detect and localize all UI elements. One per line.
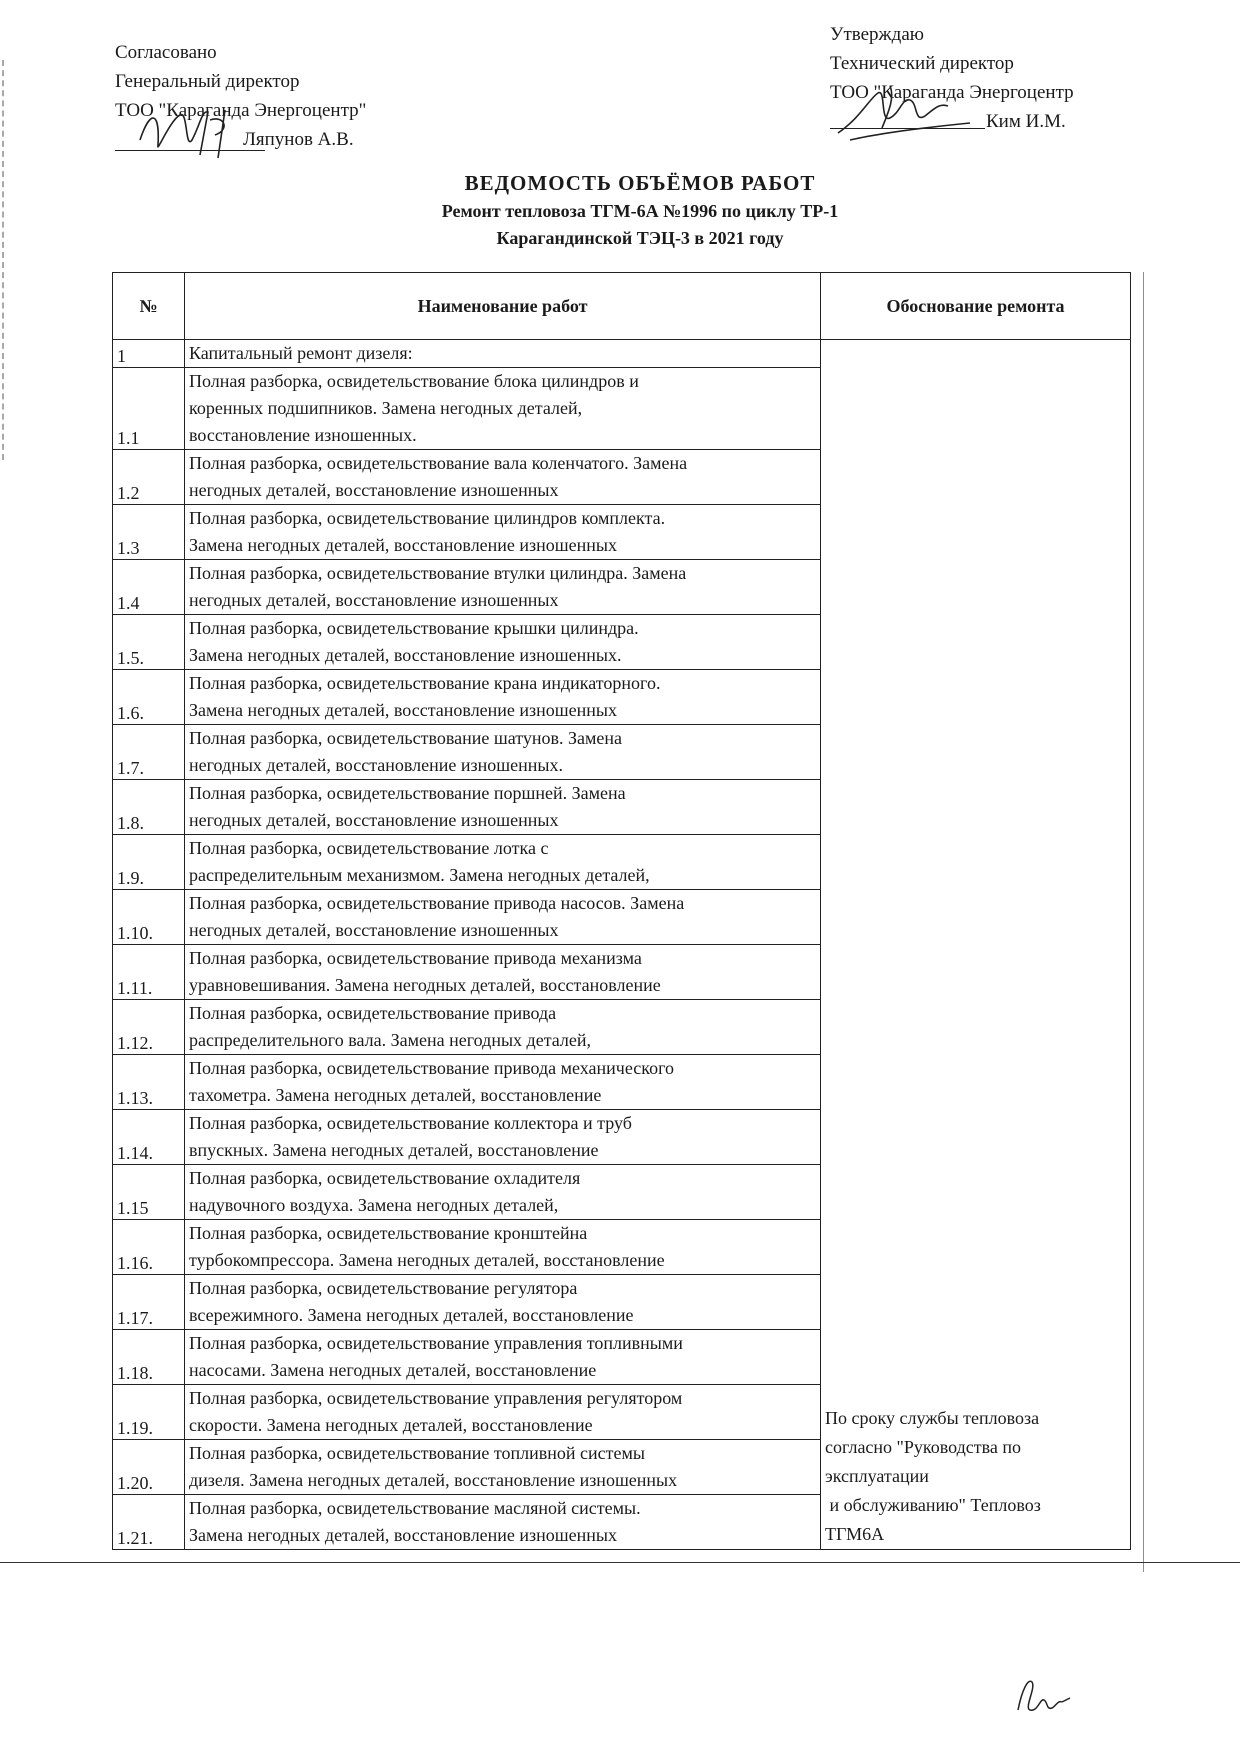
table-header-row (113, 273, 1131, 340)
work-name-line: Полная разборка, освидетельствование вала коленчатого. Замена (189, 453, 688, 473)
work-name-line: Полная разборка, освидетельствование коллектора и труб (189, 1113, 632, 1133)
signature-right-image (830, 78, 980, 148)
row-work-name (185, 1055, 821, 1110)
row-work-name (185, 835, 821, 890)
row-number: 1.2 (113, 450, 185, 505)
work-name-line: уравновешивания. Замена негодных деталей, восстановление (189, 975, 661, 995)
work-name-line: негодных деталей, восстановление изношенных (189, 810, 559, 830)
approval-left-company: ТОО "Караганда Энергоцентр" (115, 100, 367, 121)
work-name-line: Полная разборка, освидетельствование кронштейна (189, 1223, 588, 1243)
row-number: 1.11. (113, 945, 185, 1000)
work-name-line: дизеля. Замена негодных деталей, восстановление изношенных (189, 1470, 678, 1490)
work-name-line: негодных деталей, восстановление изношенных (189, 590, 559, 610)
work-name-line: Полная разборка, освидетельствование управления регулятором (189, 1388, 683, 1408)
page-cut-line (0, 1562, 1240, 1563)
repair-basis-cell (821, 340, 1131, 1550)
work-name-line: Полная разборка, освидетельствование масляной системы. (189, 1498, 641, 1518)
row-work-name (185, 1000, 821, 1055)
header-name: Наименование работ (185, 273, 821, 340)
row-work-name (185, 1440, 821, 1495)
approval-right-heading: Утверждаю (830, 24, 924, 45)
work-name-line: Полная разборка, освидетельствование регулятора (189, 1278, 578, 1298)
document-subtitle-1: Ремонт тепловоза ТГМ-6А №1996 по циклу ТР-1 (441, 201, 839, 221)
row-work-name (185, 1330, 821, 1385)
work-name-line: распределительного вала. Замена негодных деталей, (189, 1030, 592, 1050)
work-name-line: Полная разборка, освидетельствование привода насосов. Замена (189, 893, 685, 913)
row-number: 1.21. (113, 1495, 185, 1550)
row-number: 1.4 (113, 560, 185, 615)
row-work-name (185, 1385, 821, 1440)
row-work-name (185, 1495, 821, 1550)
row-work-name (185, 780, 821, 835)
work-name-line: Полная разборка, освидетельствование цилиндров комплекта. (189, 508, 666, 528)
work-name-line: Полная разборка, освидетельствование привода механического (189, 1058, 675, 1078)
row-work-name (185, 340, 821, 368)
work-name-line: скорости. Замена негодных деталей, восстановление (189, 1415, 593, 1435)
page-initials-image (1010, 1670, 1080, 1720)
row-work-name (185, 1220, 821, 1275)
repair-basis-line: ТГМ6А (825, 1524, 885, 1544)
scan-edge-mark (2, 60, 7, 460)
work-name-line: турбокомпрессора. Замена негодных деталей, восстановление (189, 1250, 665, 1270)
row-number: 1.3 (113, 505, 185, 560)
row-number: 1.13. (113, 1055, 185, 1110)
work-name-line: тахометра. Замена негодных деталей, восстановление (189, 1085, 602, 1105)
work-name-line: Полная разборка, освидетельствование охладителя (189, 1168, 581, 1188)
document-subtitle-2: Карагандинской ТЭЦ-3 в 2021 году (496, 228, 784, 248)
row-number: 1.14. (113, 1110, 185, 1165)
scan-right-edge (1143, 272, 1144, 1572)
work-name-line: Полная разборка, освидетельствование привода (189, 1003, 557, 1023)
row-number: 1.7. (113, 725, 185, 780)
row-number: 1.8. (113, 780, 185, 835)
row-work-name (185, 450, 821, 505)
row-work-name (185, 615, 821, 670)
repair-basis-line: По сроку службы тепловоза (825, 1408, 1040, 1428)
row-number: 1.19. (113, 1385, 185, 1440)
row-work-name (185, 505, 821, 560)
row-number: 1.6. (113, 670, 185, 725)
work-name-line: Замена негодных деталей, восстановление изношенных. (189, 645, 622, 665)
approval-right-signatory: Ким И.М. (986, 111, 1066, 132)
row-number: 1.12. (113, 1000, 185, 1055)
repair-basis-line: эксплуатации (825, 1466, 929, 1486)
row-number: 1.16. (113, 1220, 185, 1275)
row-number: 1.18. (113, 1330, 185, 1385)
repair-basis-line: и обслуживанию" Тепловоз (825, 1495, 1041, 1515)
work-name-line: коренных подшипников. Замена негодных деталей, (189, 398, 583, 418)
row-number: 1.20. (113, 1440, 185, 1495)
row-number: 1.17. (113, 1275, 185, 1330)
approval-left-heading: Согласовано (115, 42, 217, 63)
work-name-line: Полная разборка, освидетельствование крышки цилиндра. (189, 618, 639, 638)
approval-left-signatory: Ляпунов А.В. (243, 129, 354, 150)
signature-left-image (130, 100, 260, 160)
work-name-line: Полная разборка, освидетельствование втулки цилиндра. Замена (189, 563, 687, 583)
row-work-name (185, 560, 821, 615)
row-number: 1.10. (113, 890, 185, 945)
work-name-line: негодных деталей, восстановление изношенных (189, 920, 559, 940)
work-name-line: Полная разборка, освидетельствование поршней. Замена (189, 783, 626, 803)
row-work-name (185, 725, 821, 780)
document-title: ВЕДОМОСТЬ ОБЪЁМОВ РАБОТ (464, 171, 816, 195)
row-number: 1 (113, 340, 185, 368)
row-work-name (185, 368, 821, 450)
work-name-line: распределительным механизмом. Замена негодных деталей, (189, 865, 650, 885)
row-work-name (185, 1110, 821, 1165)
works-table (112, 272, 1131, 1550)
work-name-line: Капитальный ремонт дизеля: (189, 343, 413, 363)
table-body (113, 340, 1131, 1550)
work-name-line: Замена негодных деталей, восстановление изношенных (189, 1525, 618, 1545)
row-number: 1.5. (113, 615, 185, 670)
row-work-name (185, 670, 821, 725)
work-name-line: Полная разборка, освидетельствование крана индикаторного. (189, 673, 661, 693)
work-name-line: негодных деталей, восстановление изношенных. (189, 755, 563, 775)
work-name-line: негодных деталей, восстановление изношенных (189, 480, 559, 500)
work-name-line: восстановление изношенных. (189, 425, 417, 445)
work-name-line: насосами. Замена негодных деталей, восстановление (189, 1360, 597, 1380)
work-name-line: впускных. Замена негодных деталей, восстановление (189, 1140, 599, 1160)
table-row (113, 340, 1131, 368)
approval-right-company: ТОО "Караганда Энергоцентр (830, 82, 1074, 103)
work-name-line: Полная разборка, освидетельствование управления топливными (189, 1333, 683, 1353)
work-name-line: Замена негодных деталей, восстановление изношенных (189, 535, 618, 555)
approval-left-position: Генеральный директор (115, 71, 300, 92)
row-number: 1.9. (113, 835, 185, 890)
work-name-line: Полная разборка, освидетельствование лотка с (189, 838, 549, 858)
approval-right-position: Технический директор (830, 53, 1014, 74)
row-number: 1.1 (113, 368, 185, 450)
header-basis: Обоснование ремонта (821, 273, 1131, 340)
row-number: 1.15 (113, 1165, 185, 1220)
work-name-line: Полная разборка, освидетельствование топливной системы (189, 1443, 645, 1463)
work-name-line: Полная разборка, освидетельствование шатунов. Замена (189, 728, 623, 748)
row-work-name (185, 1275, 821, 1330)
work-name-line: Замена негодных деталей, восстановление изношенных (189, 700, 618, 720)
row-work-name (185, 945, 821, 1000)
header-number: № (113, 273, 185, 340)
work-name-line: Полная разборка, освидетельствование блока цилиндров и (189, 371, 639, 391)
work-name-line: надувочного воздуха. Замена негодных деталей, (189, 1195, 559, 1215)
row-work-name (185, 890, 821, 945)
work-name-line: всережимного. Замена негодных деталей, восстановление (189, 1305, 634, 1325)
work-name-line: Полная разборка, освидетельствование привода механизма (189, 948, 642, 968)
repair-basis-line: согласно "Руководства по (825, 1437, 1021, 1457)
title-block (330, 168, 950, 252)
row-work-name (185, 1165, 821, 1220)
